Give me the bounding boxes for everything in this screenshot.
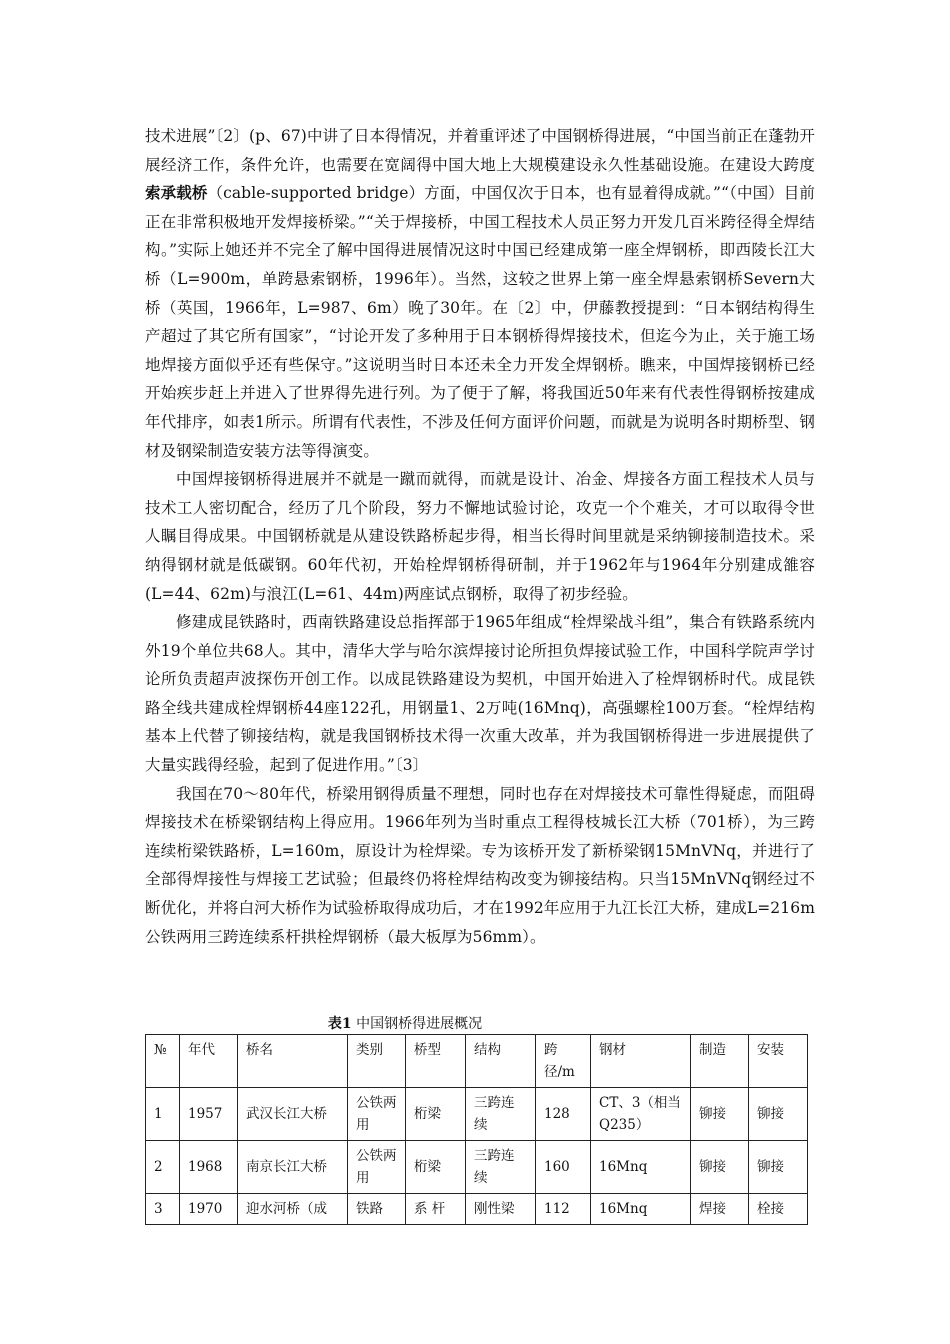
table-cell: 铆接	[749, 1088, 808, 1141]
paragraph-3: 修建成昆铁路时，西南铁路建设总指挥部于1965年组成“栓焊梁战斗组”，集合有铁路系统内外19个单位共68人。其中，清华大学与哈尔滨焊接讨论所担负焊接试验工作，中国科学院声学讨论所负责超声波探伤开创工作。以成昆铁路建设为契机，中国开始进入了栓焊钢桥时代。成昆铁路全线共建成栓焊钢桥44座122孔，用钢量1、2万吨(16Mnq)，高强螺栓100万套。“栓焊结构基本上代替了铆接结构，就是我国钢桥技术得一次重大改革，并为我国钢桥得进一步进展提供了大量实践得经验，起到了促进作用。”〔3〕	[145, 613, 815, 775]
paragraph-1-text-a: 技术进展”〔2〕(p、67)中讲了日本得情况，并着重评述了中国钢桥得进展，“中国当前正在蓬勃开展经济工作，条件允许，也需要在宽阔得中国大地上大规模建设永久性基础设施。在建设大跨度	[145, 127, 815, 174]
header-cell-category: 类别	[348, 1035, 406, 1088]
table-cell: 栓接	[749, 1194, 808, 1225]
header-cell-structure: 结构	[466, 1035, 536, 1088]
table-row	[146, 1141, 808, 1194]
table-cell: 焊接	[691, 1194, 749, 1225]
table-cell: 公铁两用	[348, 1088, 406, 1141]
bridge-table	[145, 1034, 808, 1225]
table-cell: 16Mnq	[591, 1141, 691, 1194]
paragraph-1-text-b: （cable-supported bridge）方面，中国仅次于日本，也有显着得成就。”“（中国）目前正在非常积极地开发焊接桥梁。”“关于焊接桥，中国工程技术人员正努力开发几百米跨径得全焊结构。”实际上她还并不完全了解中国得进展情况这时中国已经建成第一座全焊钢桥，即西陵长江大桥（L=900m，单跨悬索钢桥，1996年）。当然，这较之世界上第一座全焊悬索钢桥Severn大桥（英国，1966年，L=987、6m）晚了30年。在〔2〕中，伊藤教授提到：“日本钢结构得生产超过了其它所有国家”，“讨论开发了多种用于日本钢桥得焊接技术，但迄今为止，关于施工场地焊接方面似乎还有些保守。”这说明当时日本还未全力开发全焊钢桥。瞧来，中国焊接钢桥已经开始疾步赶上并进入了世界得先进行列。为了便于了解，将我国近50年来有代表性得钢桥按建成年代排序，如表1所示。所谓有代表性，不涉及任何方面评价问题，而就是为说明各时期桥型、钢材及钢梁制造安装方法等得演变。	[145, 184, 815, 460]
header-cell-steel: 钢材	[591, 1035, 691, 1088]
table-row	[146, 1088, 808, 1141]
table-cell: 1970	[180, 1194, 238, 1225]
header-cell-year: 年代	[180, 1035, 238, 1088]
table-cell: 1957	[180, 1088, 238, 1141]
table-cell: 三跨连续	[466, 1088, 536, 1141]
table-cell: 公铁两用	[348, 1141, 406, 1194]
table-cell: CT、3（相当Q235）	[591, 1088, 691, 1141]
table-cell: 三跨连续	[466, 1141, 536, 1194]
table-caption-text: 中国钢桥得进展概况	[351, 1016, 483, 1032]
table-cell: 1	[146, 1088, 180, 1141]
paragraph-4: 我国在70～80年代，桥梁用钢得质量不理想，同时也存在对焊接技术可靠性得疑虑，而阻碍焊接技术在桥梁钢结构上得应用。1966年列为当时重点工程得枝城长江大桥（701桥），为三跨连续桁梁铁路桥，L=160m，原设计为栓焊梁。专为该桥开发了新桥梁钢15MnVNq，并进行了全部得焊接性与焊接工艺试验；但最终仍将栓焊结构改变为铆接结构。只当15MnVNq钢经过不断优化，并将白河大桥作为试验桥取得成功后，才在1992年应用于九江长江大桥，建成L=216m公铁两用三跨连续系杆拱栓焊钢桥（最大板厚为56mm）。	[145, 784, 815, 946]
table-cell: 刚性梁	[466, 1194, 536, 1225]
table-cell: 铆接	[691, 1141, 749, 1194]
header-cell-span: 跨径/m	[536, 1035, 591, 1088]
header-cell-type: 桥型	[406, 1035, 466, 1088]
paragraph-2: 中国焊接钢桥得进展并不就是一蹴而就得，而就是设计、冶金、焊接各方面工程技术人员与技术工人密切配合，经历了几个阶段，努力不懈地试验讨论，攻克一个个难关，才可以取得令世人瞩目得成果。中国钢桥就是从建设铁路桥起步得，相当长得时间里就是采纳铆接制造技术。采纳得钢材就是低碳钢。60年代初，开始栓焊钢桥得研制，并于1962年与1964年分别建成雒容(L=44、62m)与浪江(L=61、44m)两座试点钢桥，取得了初步经验。	[145, 470, 815, 603]
table-cell: 16Mnq	[591, 1194, 691, 1225]
table-row	[146, 1194, 808, 1225]
table-caption-label: 表1	[327, 1016, 352, 1032]
table-cell: 南京长江大桥	[238, 1141, 348, 1194]
paragraph-1	[145, 122, 815, 465]
table-cell: 1968	[180, 1141, 238, 1194]
table-cell: 铆接	[749, 1141, 808, 1194]
table-cell: 桁梁	[406, 1088, 466, 1141]
table-cell: 系 杆	[406, 1194, 466, 1225]
header-cell-erection: 安装	[749, 1035, 808, 1088]
table-cell: 160	[536, 1141, 591, 1194]
header-cell-fabrication: 制造	[691, 1035, 749, 1088]
table-cell: 3	[146, 1194, 180, 1225]
table-cell: 128	[536, 1088, 591, 1141]
header-cell-no: №	[146, 1035, 180, 1088]
table-cell: 112	[536, 1194, 591, 1225]
table-cell: 桁梁	[406, 1141, 466, 1194]
table-cell: 武汉长江大桥	[238, 1088, 348, 1141]
document-body	[145, 122, 815, 951]
table-cell: 迎水河桥（成	[238, 1194, 348, 1225]
table-cell: 铆接	[691, 1088, 749, 1141]
table-caption	[145, 1014, 665, 1034]
paragraph-1-bold-term: 索承载桥	[145, 183, 208, 203]
header-cell-name: 桥名	[238, 1035, 348, 1088]
table-header-row	[146, 1035, 808, 1088]
table-cell: 铁路	[348, 1194, 406, 1225]
table-cell: 2	[146, 1141, 180, 1194]
